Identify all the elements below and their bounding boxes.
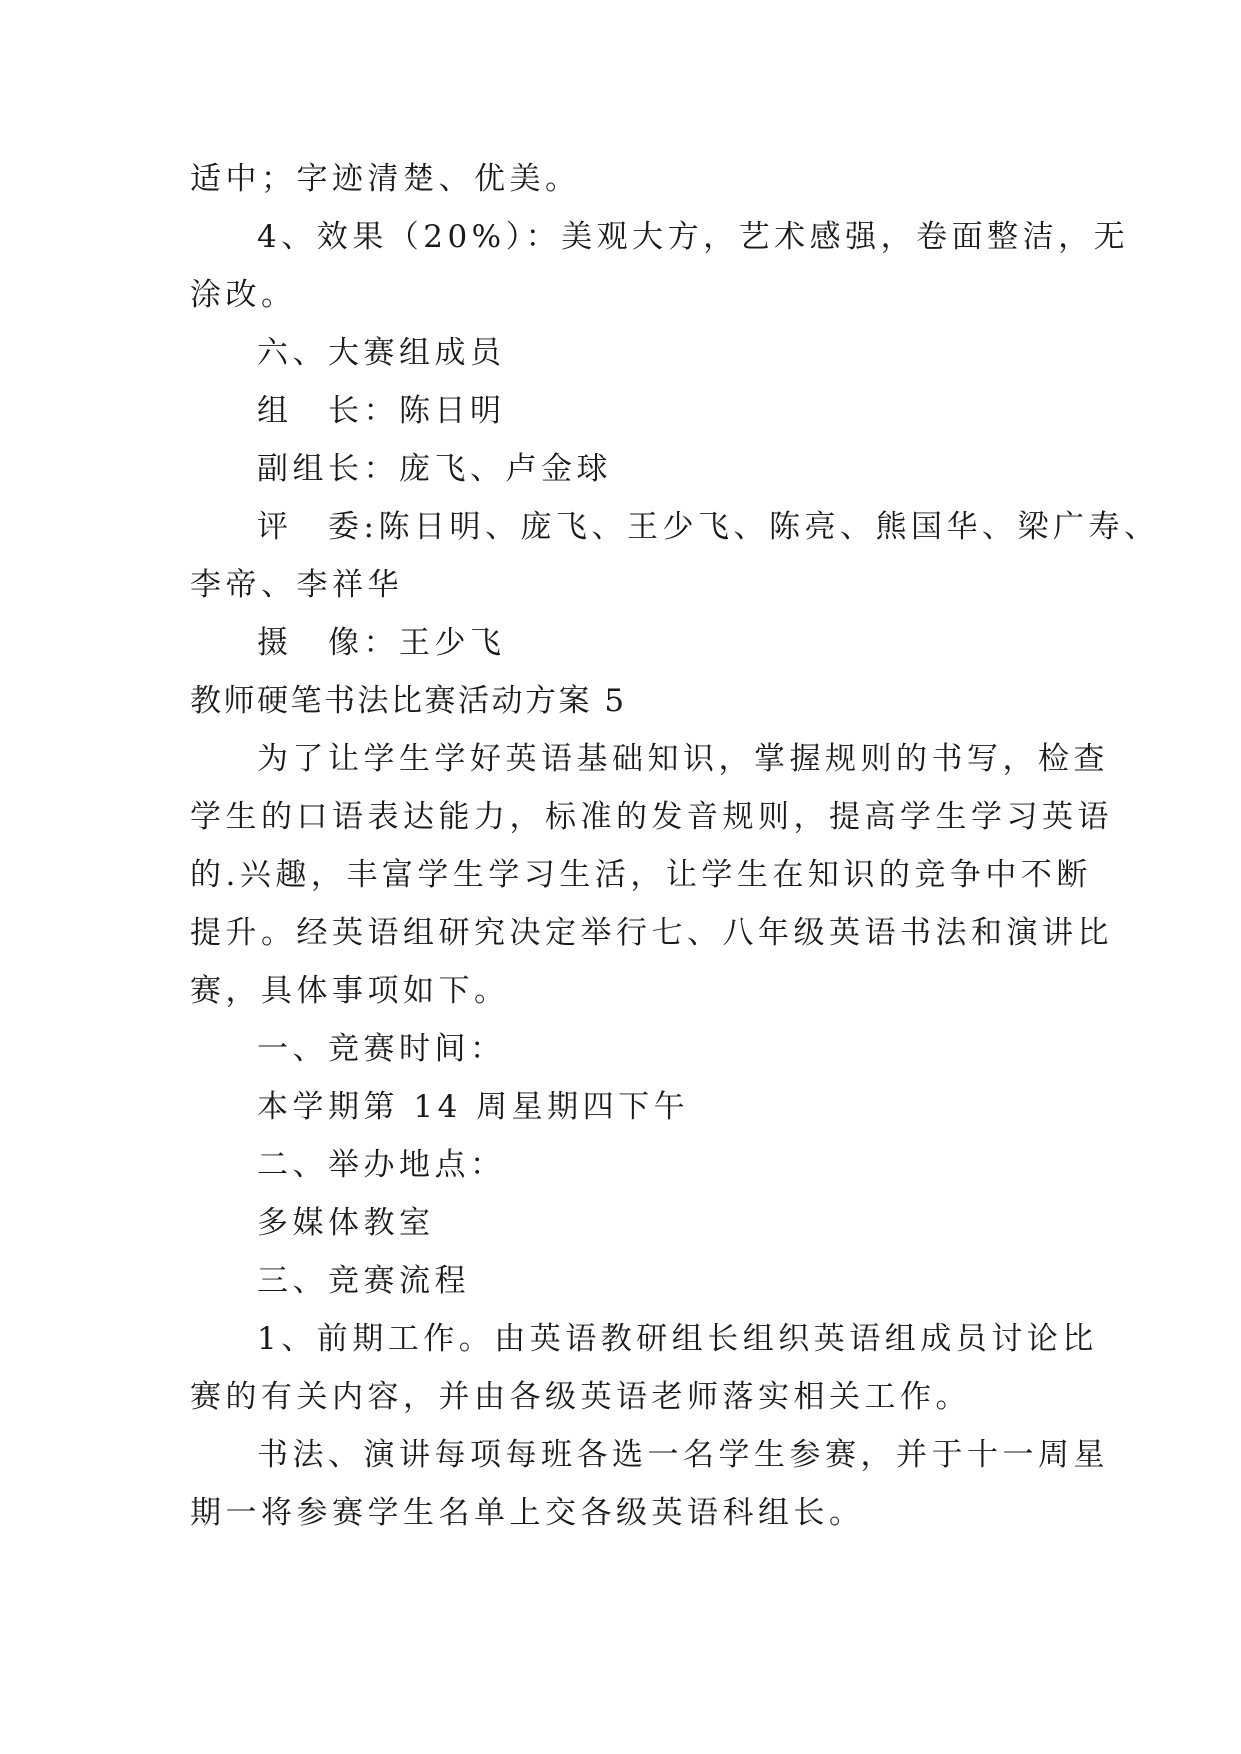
plan-title: 教师硬笔书法比赛活动方案 5 [190, 683, 627, 719]
paragraph-line: 适中；字迹清楚、优美。 [190, 161, 581, 197]
paragraph-line: 涂改。 [190, 277, 297, 313]
competition-location: 多媒体教室 [257, 1205, 435, 1241]
criterion-effect: 4、效果（20%）：美观大方，艺术感强，卷面整洁，无 [257, 219, 1130, 255]
section-heading-location: 二、举办地点： [257, 1147, 506, 1183]
paragraph-line: 李帝、李祥华 [190, 567, 403, 603]
process-paragraph-line: 赛的有关内容，并由各级英语老师落实相关工作。 [190, 1379, 971, 1415]
member-leader: 组 长：陈日明 [257, 393, 506, 429]
process-paragraph-line: 书法、演讲每项每班各选一名学生参赛，并于十一周星 [257, 1437, 1109, 1473]
section-heading-members: 六、大赛组成员 [257, 335, 506, 371]
intro-paragraph-line: 为了让学生学好英语基础知识，掌握规则的书写，检查 [257, 741, 1109, 777]
competition-time: 本学期第 14 周星期四下午 [257, 1089, 690, 1125]
document-page [190, 150, 1160, 1542]
intro-paragraph-line: 学生的口语表达能力，标准的发音规则，提高学生学习英语 [190, 799, 1113, 835]
intro-paragraph-line: 赛，具体事项如下。 [190, 973, 510, 1009]
section-heading-process: 三、竞赛流程 [257, 1263, 470, 1299]
section-heading-time: 一、竞赛时间： [257, 1031, 506, 1067]
intro-paragraph-line: 提升。经英语组研究决定举行七、八年级英语书法和演讲比 [190, 915, 1113, 951]
process-paragraph-line: 期一将参赛学生名单上交各级英语科组长。 [190, 1495, 865, 1531]
process-paragraph-line: 1、前期工作。由英语教研组长组织英语组成员讨论比 [257, 1321, 1098, 1357]
member-judges: 评 委:陈日明、庞飞、王少飞、陈亮、熊国华、梁广寿、 [257, 509, 1160, 545]
member-camera: 摄 像：王少飞 [257, 625, 506, 661]
intro-paragraph-line: 的.兴趣，丰富学生学习生活，让学生在知识的竞争中不断 [190, 857, 1092, 893]
member-deputy: 副组长：庞飞、卢金球 [257, 451, 612, 487]
